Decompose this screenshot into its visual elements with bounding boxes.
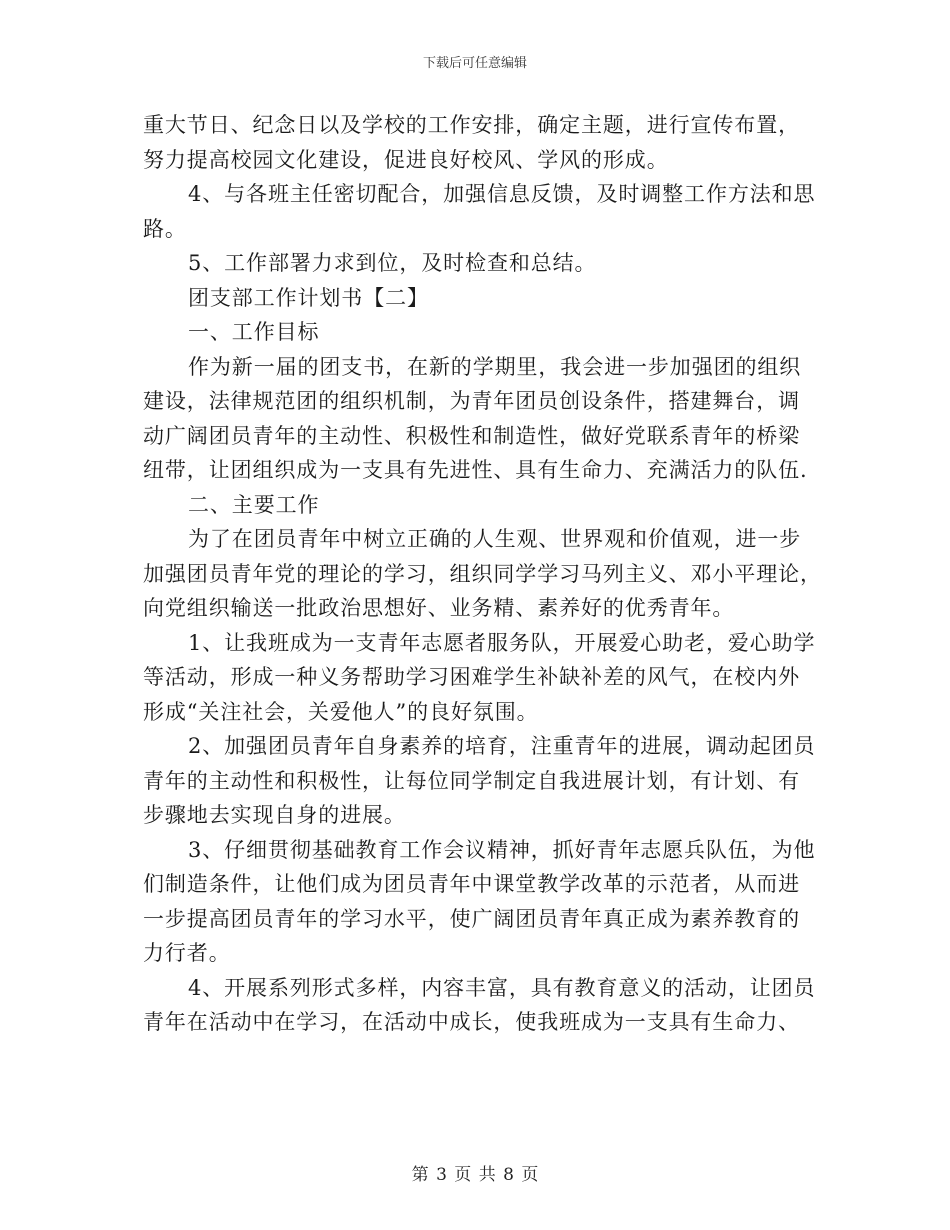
- text-line: 形成“关注社会，关爱他人”的良好氛围。: [143, 699, 539, 724]
- list-item-line: 1、让我班成为一支青年志愿者服务队，开展爱心助老，爱心助学: [188, 630, 816, 655]
- text-line: 加强团员青年党的理论的学习，组织同学学习马列主义、邓小平理论，: [143, 561, 822, 586]
- section-title: 团支部工作计划书【二】: [188, 285, 429, 310]
- section-heading: 一、工作目标: [188, 320, 320, 344]
- text-line: 路。: [143, 216, 187, 241]
- text-line: 青年的主动性和积极性，让每位同学制定自我进展计划，有计划、有: [143, 768, 800, 793]
- text-line: 动广阔团员青年的主动性、积极性和制造性，做好党联系青年的桥梁: [143, 423, 800, 448]
- paragraph-start-line: 为了在团员青年中树立正确的人生观、世界观和价值观，进一步: [188, 527, 802, 551]
- text-line: 力行者。: [143, 941, 231, 965]
- text-line: 们制造条件，让他们成为团员青年中课堂教学改革的示范者，从而进: [143, 872, 800, 896]
- page-header: 下载后可任意编辑: [422, 56, 527, 71]
- list-item-line: 4、与各班主任密切配合，加强信息反馈，及时调整工作方法和思: [188, 182, 816, 206]
- text-line: 青年在活动中在学习，在活动中成长，使我班成为一支具有生命力、: [143, 1010, 800, 1034]
- text-line: 建设，法律规范团的组织机制，为青年团员创设条件，搭建舞台，调: [143, 389, 800, 413]
- list-item-line: 4、开展系列形式多样，内容丰富，具有教育意义的活动，让团员: [188, 975, 816, 1000]
- page-number: 第 3 页 共 8 页: [411, 1165, 539, 1185]
- list-item-line: 5、工作部署力求到位，及时检查和总结。: [188, 251, 597, 275]
- text-line: 等活动，形成一种义务帮助学习困难学生补缺补差的风气，在校内外: [143, 665, 800, 689]
- text-line: 努力提高校园文化建设，促进良好校风、学风的形成。: [143, 147, 669, 172]
- text-line: 重大节日、纪念日以及学校的工作安排，确定主题，进行宣传布置，: [143, 113, 800, 137]
- list-item-line: 2、加强团员青年自身素养的培育，注重青年的进展，调动起团员: [188, 734, 816, 758]
- text-line: 步骤地去实现自身的进展。: [143, 803, 406, 827]
- paragraph-start-line: 作为新一届的团支书，在新的学期里，我会进一步加强团的组织: [188, 354, 802, 379]
- text-line: 一步提高团员青年的学习水平，使广阔团员青年真正成为素养教育的: [143, 906, 800, 931]
- list-item-line: 3、仔细贯彻基础教育工作会议精神，抓好青年志愿兵队伍，为他: [188, 837, 816, 862]
- section-heading: 二、主要工作: [188, 492, 320, 517]
- text-line: 纽带，让团组织成为一支具有先进性、具有生命力、充满活力的队伍.: [143, 458, 808, 482]
- text-line: 向党组织输送一批政治思想好、业务精、素养好的优秀青年。: [143, 596, 735, 620]
- document-body: [143, 108, 822, 1040]
